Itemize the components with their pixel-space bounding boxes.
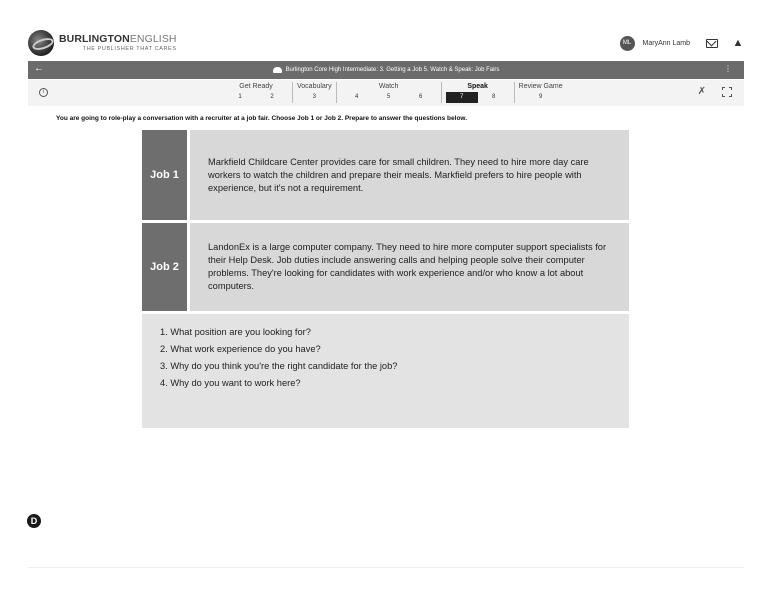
brand-tagline: THE PUBLISHER THAT CARES [82, 45, 177, 52]
step-9-button[interactable]: 9 [538, 94, 543, 100]
step-1-button[interactable]: 1 [238, 94, 242, 100]
arrow-left-icon[interactable]: ← [34, 63, 44, 74]
instruction-text: You are going to role-play a conversation with a recruiter at a job fair. Choose Job 1 or Job 2. Prepare to answer the questions below. [56, 115, 468, 122]
step-group-review-game [514, 82, 567, 103]
step-group-vocabulary [292, 82, 336, 103]
step-8-button[interactable]: 8 [491, 94, 496, 100]
question-item: 3. Why do you think you're the right candidate for the job? [160, 361, 398, 371]
info-icon[interactable]: i [39, 88, 48, 97]
step-group-label[interactable]: Review Game [518, 83, 563, 90]
kebab-menu-icon[interactable]: ⋮ [724, 64, 732, 73]
step-navigation [220, 82, 567, 103]
question-item: 1. What position are you looking for? [160, 327, 311, 337]
step-group-speak [441, 82, 514, 103]
avatar[interactable]: ML [620, 36, 635, 51]
questions-panel [142, 314, 629, 428]
job-2-label: Job 2 [142, 223, 187, 311]
footer-divider [28, 567, 744, 568]
step-6-button[interactable]: 6 [418, 94, 423, 100]
step-group-label[interactable]: Vocabulary [297, 83, 332, 90]
steps-bar [28, 80, 744, 106]
brand-logo-area[interactable] [28, 30, 177, 56]
step-4-button[interactable]: 4 [354, 94, 359, 100]
question-item: 2. What work experience do you have? [160, 344, 321, 354]
step-group-watch [336, 82, 441, 103]
step-group-label[interactable]: Get Ready [239, 83, 273, 90]
step-group-label[interactable]: Watch [378, 83, 399, 90]
step-group-label[interactable]: Speak [467, 83, 488, 90]
home-icon[interactable]: ▲ [732, 37, 744, 49]
job-1-card [142, 130, 629, 220]
job-2-card [142, 223, 629, 311]
step-7-button[interactable]: 7 [446, 92, 478, 103]
job-1-description: Markfield Childcare Center provides care for small children. They need to hire more day care workers to watch the children and prepare their meals. Markfield prefers to hire people with experience, but it's not a requirement. [190, 130, 629, 220]
user-name[interactable]: MaryAnn Lamb [642, 39, 690, 47]
question-item: 4. Why do you want to work here? [160, 378, 301, 388]
step-5-button[interactable]: 5 [386, 94, 391, 100]
step-3-button[interactable]: 3 [312, 94, 316, 100]
burlington-logo-icon [28, 30, 54, 56]
tools-icon[interactable]: ✗ [697, 86, 706, 97]
mail-icon[interactable] [706, 39, 718, 48]
step-2-button[interactable]: 2 [270, 94, 274, 100]
course-bar [28, 61, 744, 79]
course-icon [273, 67, 282, 73]
course-title: Burlington Core High Intermediate: 3. Getting a Job 5. Watch & Speak: Job Fairs [285, 67, 500, 73]
job-1-label: Job 1 [142, 130, 187, 220]
step-group-get-ready [220, 82, 292, 103]
app-header [28, 26, 744, 60]
job-2-description: LandonEx is a large computer company. They need to hire more computer support specialists for their Help Desk. Job duties include answering calls and helping people solve their computer problems. They're looking for candidates with work experience and/or who know a lot about computers. [190, 223, 629, 311]
fullscreen-icon[interactable] [722, 87, 732, 97]
footer-logo-icon[interactable]: D [27, 514, 41, 528]
brand-name: BURLINGTONENGLISH [59, 33, 177, 45]
